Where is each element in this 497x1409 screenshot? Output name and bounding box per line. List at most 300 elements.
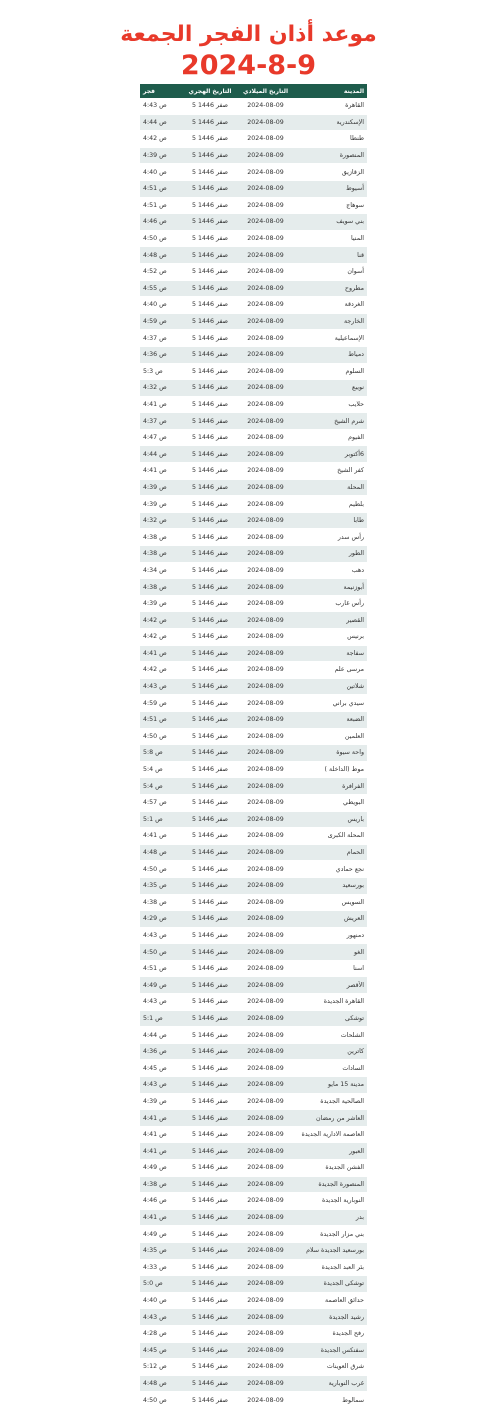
cell-hijri-date: 5 صفر 1446 <box>184 927 236 944</box>
cell-gregorian-date: 2024-08-09 <box>236 214 295 231</box>
cell-hijri-date: 5 صفر 1446 <box>184 413 236 430</box>
cell-fajr: 4:50 ص <box>140 944 184 961</box>
table-row <box>140 1309 367 1326</box>
cell-hijri-date: 5 صفر 1446 <box>184 728 236 745</box>
cell-hijri-date: 5 صفر 1446 <box>184 1292 236 1309</box>
cell-gregorian-date: 2024-08-09 <box>236 861 295 878</box>
cell-gregorian-date: 2024-08-09 <box>236 1226 295 1243</box>
cell-fajr: 4:55 ص <box>140 280 184 297</box>
cell-city: النوبارية الجديدة <box>295 1193 367 1210</box>
table-row <box>140 413 367 430</box>
cell-city: مطروح <box>295 280 367 297</box>
cell-fajr: 4:51 ص <box>140 711 184 728</box>
cell-hijri-date: 5 صفر 1446 <box>184 1276 236 1293</box>
cell-gregorian-date: 2024-08-09 <box>236 1259 295 1276</box>
cell-city: الغردقة <box>295 297 367 314</box>
cell-city: دمياط <box>295 346 367 363</box>
cell-city: غرب النوبارية <box>295 1375 367 1392</box>
table-row <box>140 844 367 861</box>
cell-city: بدر <box>295 1209 367 1226</box>
table-row <box>140 363 367 380</box>
cell-city: الغو <box>295 944 367 961</box>
cell-fajr: 5:3 ص <box>140 363 184 380</box>
cell-city: رشيد الجديدة <box>295 1309 367 1326</box>
cell-gregorian-date: 2024-08-09 <box>236 1309 295 1326</box>
cell-gregorian-date: 2024-08-09 <box>236 1325 295 1342</box>
table-row <box>140 745 367 762</box>
table-row <box>140 994 367 1011</box>
cell-fajr: 4:49 ص <box>140 977 184 994</box>
cell-fajr: 4:46 ص <box>140 214 184 231</box>
cell-gregorian-date: 2024-08-09 <box>236 778 295 795</box>
prayer-times-table <box>140 84 367 1409</box>
table-row <box>140 1209 367 1226</box>
cell-fajr: 4:50 ص <box>140 1392 184 1409</box>
cell-fajr: 4:51 ص <box>140 960 184 977</box>
cell-gregorian-date: 2024-08-09 <box>236 297 295 314</box>
cell-hijri-date: 5 صفر 1446 <box>184 297 236 314</box>
cell-gregorian-date: 2024-08-09 <box>236 877 295 894</box>
cell-city: البويطي <box>295 794 367 811</box>
cell-hijri-date: 5 صفر 1446 <box>184 645 236 662</box>
cell-city: 6أكتوبر <box>295 446 367 463</box>
cell-fajr: 5:8 ص <box>140 745 184 762</box>
cell-hijri-date: 5 صفر 1446 <box>184 1342 236 1359</box>
cell-gregorian-date: 2024-08-09 <box>236 230 295 247</box>
cell-gregorian-date: 2024-08-09 <box>236 711 295 728</box>
cell-fajr: 4:48 ص <box>140 247 184 264</box>
cell-gregorian-date: 2024-08-09 <box>236 1392 295 1409</box>
cell-gregorian-date: 2024-08-09 <box>236 413 295 430</box>
cell-gregorian-date: 2024-08-09 <box>236 1292 295 1309</box>
cell-city: السلوم <box>295 363 367 380</box>
cell-gregorian-date: 2024-08-09 <box>236 446 295 463</box>
cell-hijri-date: 5 صفر 1446 <box>184 828 236 845</box>
cell-gregorian-date: 2024-08-09 <box>236 1043 295 1060</box>
cell-city: بورسعيد <box>295 877 367 894</box>
cell-city: اسنا <box>295 960 367 977</box>
cell-fajr: 4:51 ص <box>140 197 184 214</box>
table-row <box>140 529 367 546</box>
cell-gregorian-date: 2024-08-09 <box>236 1077 295 1094</box>
table-row <box>140 811 367 828</box>
cell-fajr: 4:36 ص <box>140 1043 184 1060</box>
cell-fajr: 5:4 ص <box>140 761 184 778</box>
cell-fajr: 4:42 ص <box>140 662 184 679</box>
cell-fajr: 4:44 ص <box>140 114 184 131</box>
table-row <box>140 546 367 563</box>
cell-hijri-date: 5 صفر 1446 <box>184 529 236 546</box>
cell-fajr: 4:45 ص <box>140 1060 184 1077</box>
cell-fajr: 4:40 ص <box>140 297 184 314</box>
table-row <box>140 911 367 928</box>
cell-city: دمنهور <box>295 927 367 944</box>
table-row <box>140 711 367 728</box>
cell-hijri-date: 5 صفر 1446 <box>184 1143 236 1160</box>
cell-fajr: 4:43 ص <box>140 678 184 695</box>
table-row <box>140 1060 367 1077</box>
cell-fajr: 4:37 ص <box>140 330 184 347</box>
cell-fajr: 4:50 ص <box>140 861 184 878</box>
table-row <box>140 463 367 480</box>
cell-gregorian-date: 2024-08-09 <box>236 98 295 114</box>
cell-fajr: 4:46 ص <box>140 1193 184 1210</box>
table-row <box>140 1342 367 1359</box>
cell-hijri-date: 5 صفر 1446 <box>184 1309 236 1326</box>
cell-fajr: 4:32 ص <box>140 512 184 529</box>
cell-hijri-date: 5 صفر 1446 <box>184 1359 236 1376</box>
cell-city: بورسعيد الجديدة سلام <box>295 1242 367 1259</box>
cell-gregorian-date: 2024-08-09 <box>236 761 295 778</box>
table-row <box>140 1110 367 1127</box>
cell-city: مدينة 15 مايو <box>295 1077 367 1094</box>
page-date-title: 2024-8-9 <box>180 50 317 81</box>
cell-hijri-date: 5 صفر 1446 <box>184 1392 236 1409</box>
cell-fajr: 4:42 ص <box>140 629 184 646</box>
cell-gregorian-date: 2024-08-09 <box>236 994 295 1011</box>
cell-city: العاشر من رمضان <box>295 1110 367 1127</box>
cell-hijri-date: 5 صفر 1446 <box>184 811 236 828</box>
table-row <box>140 1392 367 1409</box>
cell-gregorian-date: 2024-08-09 <box>236 927 295 944</box>
cell-hijri-date: 5 صفر 1446 <box>184 595 236 612</box>
cell-city: سيدي براني <box>295 695 367 712</box>
cell-city: دهب <box>295 562 367 579</box>
cell-hijri-date: 5 صفر 1446 <box>184 695 236 712</box>
cell-hijri-date: 5 صفر 1446 <box>184 479 236 496</box>
cell-fajr: 4:41 ص <box>140 396 184 413</box>
cell-hijri-date: 5 صفر 1446 <box>184 994 236 1011</box>
cell-gregorian-date: 2024-08-09 <box>236 678 295 695</box>
table-row <box>140 380 367 397</box>
table-row <box>140 1126 367 1143</box>
cell-fajr: 4:41 ص <box>140 1126 184 1143</box>
table-row <box>140 794 367 811</box>
cell-city: شرق العوينات <box>295 1359 367 1376</box>
cell-city: كفر الشيخ <box>295 463 367 480</box>
table-row <box>140 396 367 413</box>
cell-gregorian-date: 2024-08-09 <box>236 479 295 496</box>
cell-gregorian-date: 2024-08-09 <box>236 629 295 646</box>
header-city: المدينة <box>295 84 367 98</box>
cell-gregorian-date: 2024-08-09 <box>236 645 295 662</box>
cell-hijri-date: 5 صفر 1446 <box>184 496 236 513</box>
cell-hijri-date: 5 صفر 1446 <box>184 429 236 446</box>
cell-fajr: 4:48 ص <box>140 844 184 861</box>
cell-gregorian-date: 2024-08-09 <box>236 911 295 928</box>
table-row <box>140 562 367 579</box>
cell-hijri-date: 5 صفر 1446 <box>184 1060 236 1077</box>
cell-city: المنيا <box>295 230 367 247</box>
cell-city: الصالحية الجديدة <box>295 1093 367 1110</box>
cell-gregorian-date: 2024-08-09 <box>236 894 295 911</box>
cell-fajr: 4:36 ص <box>140 346 184 363</box>
cell-gregorian-date: 2024-08-09 <box>236 1242 295 1259</box>
table-row <box>140 678 367 695</box>
table-row <box>140 147 367 164</box>
table-row <box>140 1143 367 1160</box>
cell-gregorian-date: 2024-08-09 <box>236 944 295 961</box>
cell-hijri-date: 5 صفر 1446 <box>184 180 236 197</box>
cell-city: الضبعة <box>295 711 367 728</box>
table-row <box>140 1093 367 1110</box>
cell-city: الإسماعيلية <box>295 330 367 347</box>
cell-hijri-date: 5 صفر 1446 <box>184 247 236 264</box>
table-row <box>140 1359 367 1376</box>
table-row <box>140 761 367 778</box>
cell-hijri-date: 5 صفر 1446 <box>184 844 236 861</box>
table-row <box>140 496 367 513</box>
table-row <box>140 877 367 894</box>
cell-hijri-date: 5 صفر 1446 <box>184 1375 236 1392</box>
table-row <box>140 695 367 712</box>
table-row <box>140 214 367 231</box>
cell-hijri-date: 5 صفر 1446 <box>184 546 236 563</box>
cell-fajr: 4:29 ص <box>140 911 184 928</box>
cell-gregorian-date: 2024-08-09 <box>236 131 295 148</box>
cell-city: رأس غارب <box>295 595 367 612</box>
table-row <box>140 429 367 446</box>
cell-city: باريس <box>295 811 367 828</box>
cell-fajr: 4:59 ص <box>140 695 184 712</box>
table-row <box>140 263 367 280</box>
cell-fajr: 4:42 ص <box>140 612 184 629</box>
cell-gregorian-date: 2024-08-09 <box>236 1060 295 1077</box>
cell-fajr: 4:35 ص <box>140 1242 184 1259</box>
cell-gregorian-date: 2024-08-09 <box>236 1176 295 1193</box>
cell-hijri-date: 5 صفر 1446 <box>184 313 236 330</box>
cell-fajr: 4:45 ص <box>140 1342 184 1359</box>
cell-city: الأقصر <box>295 977 367 994</box>
cell-fajr: 4:44 ص <box>140 1027 184 1044</box>
cell-city: المحلة الكبرى <box>295 828 367 845</box>
header-hijri-date: التاريخ الهجري <box>184 84 236 98</box>
cell-fajr: 4:48 ص <box>140 1375 184 1392</box>
cell-gregorian-date: 2024-08-09 <box>236 579 295 596</box>
cell-hijri-date: 5 صفر 1446 <box>184 562 236 579</box>
cell-fajr: 4:43 ص <box>140 1309 184 1326</box>
cell-gregorian-date: 2024-08-09 <box>236 363 295 380</box>
cell-hijri-date: 5 صفر 1446 <box>184 280 236 297</box>
table-row <box>140 579 367 596</box>
cell-city: أبوزنيمة <box>295 579 367 596</box>
table-row <box>140 1226 367 1243</box>
cell-city: طابا <box>295 512 367 529</box>
cell-city: كاترين <box>295 1043 367 1060</box>
cell-city: شرم الشيخ <box>295 413 367 430</box>
cell-city: موط (الداخلة ) <box>295 761 367 778</box>
cell-city: الزقازيق <box>295 164 367 181</box>
cell-hijri-date: 5 صفر 1446 <box>184 230 236 247</box>
table-row <box>140 612 367 629</box>
cell-fajr: 4:37 ص <box>140 413 184 430</box>
cell-gregorian-date: 2024-08-09 <box>236 695 295 712</box>
cell-fajr: 4:43 ص <box>140 927 184 944</box>
cell-fajr: 4:39 ص <box>140 595 184 612</box>
cell-gregorian-date: 2024-08-09 <box>236 280 295 297</box>
table-row <box>140 778 367 795</box>
cell-hijri-date: 5 صفر 1446 <box>184 761 236 778</box>
cell-fajr: 5:4 ص <box>140 778 184 795</box>
table-row <box>140 1176 367 1193</box>
cell-gregorian-date: 2024-08-09 <box>236 164 295 181</box>
table-header-row <box>140 84 367 98</box>
cell-fajr: 4:41 ص <box>140 828 184 845</box>
cell-city: القصير <box>295 612 367 629</box>
cell-fajr: 4:38 ص <box>140 1176 184 1193</box>
table-row <box>140 1043 367 1060</box>
cell-hijri-date: 5 صفر 1446 <box>184 1043 236 1060</box>
cell-gregorian-date: 2024-08-09 <box>236 546 295 563</box>
table-row <box>140 180 367 197</box>
table-row <box>140 313 367 330</box>
cell-fajr: 4:39 ص <box>140 1093 184 1110</box>
cell-fajr: 4:39 ص <box>140 479 184 496</box>
table-row <box>140 446 367 463</box>
cell-city: الطور <box>295 546 367 563</box>
cell-city: القاهرة <box>295 98 367 114</box>
cell-city: نويبع <box>295 380 367 397</box>
cell-city: سفاجة <box>295 645 367 662</box>
cell-city: سمالوط <box>295 1392 367 1409</box>
cell-fajr: 4:40 ص <box>140 1292 184 1309</box>
cell-city: نجع حمادي <box>295 861 367 878</box>
cell-hijri-date: 5 صفر 1446 <box>184 1093 236 1110</box>
cell-hijri-date: 5 صفر 1446 <box>184 711 236 728</box>
cell-fajr: 4:49 ص <box>140 1160 184 1177</box>
cell-gregorian-date: 2024-08-09 <box>236 728 295 745</box>
cell-gregorian-date: 2024-08-09 <box>236 960 295 977</box>
cell-hijri-date: 5 صفر 1446 <box>184 778 236 795</box>
cell-gregorian-date: 2024-08-09 <box>236 662 295 679</box>
cell-hijri-date: 5 صفر 1446 <box>184 960 236 977</box>
cell-hijri-date: 5 صفر 1446 <box>184 1209 236 1226</box>
table-row <box>140 1193 367 1210</box>
table-row <box>140 98 367 114</box>
header-fajr: فجر <box>140 84 184 98</box>
cell-fajr: 5:1 ص <box>140 811 184 828</box>
cell-gregorian-date: 2024-08-09 <box>236 180 295 197</box>
cell-hijri-date: 5 صفر 1446 <box>184 263 236 280</box>
table-row <box>140 629 367 646</box>
cell-city: حدائق العاصمة <box>295 1292 367 1309</box>
table-row <box>140 595 367 612</box>
cell-hijri-date: 5 صفر 1446 <box>184 463 236 480</box>
cell-gregorian-date: 2024-08-09 <box>236 562 295 579</box>
table-row <box>140 1325 367 1342</box>
cell-hijri-date: 5 صفر 1446 <box>184 1077 236 1094</box>
table-row <box>140 114 367 131</box>
cell-city: الإسكندرية <box>295 114 367 131</box>
cell-gregorian-date: 2024-08-09 <box>236 1010 295 1027</box>
cell-city: أسيوط <box>295 180 367 197</box>
cell-hijri-date: 5 صفر 1446 <box>184 512 236 529</box>
cell-gregorian-date: 2024-08-09 <box>236 496 295 513</box>
table-row <box>140 645 367 662</box>
cell-gregorian-date: 2024-08-09 <box>236 811 295 828</box>
header-gregorian-date: التاريخ الميلادي <box>236 84 295 98</box>
cell-fajr: 4:42 ص <box>140 131 184 148</box>
table-row <box>140 1077 367 1094</box>
cell-fajr: 5:0 ص <box>140 1276 184 1293</box>
cell-hijri-date: 5 صفر 1446 <box>184 396 236 413</box>
cell-fajr: 4:38 ص <box>140 894 184 911</box>
table-row <box>140 1242 367 1259</box>
table-row <box>140 1027 367 1044</box>
cell-fajr: 4:43 ص <box>140 994 184 1011</box>
cell-gregorian-date: 2024-08-09 <box>236 612 295 629</box>
cell-fajr: 4:52 ص <box>140 263 184 280</box>
cell-city: واحة سيوة <box>295 745 367 762</box>
table-row <box>140 512 367 529</box>
table-row <box>140 894 367 911</box>
cell-hijri-date: 5 صفر 1446 <box>184 794 236 811</box>
cell-city: طنطا <box>295 131 367 148</box>
cell-hijri-date: 5 صفر 1446 <box>184 1110 236 1127</box>
cell-hijri-date: 5 صفر 1446 <box>184 894 236 911</box>
cell-fajr: 4:35 ص <box>140 877 184 894</box>
cell-gregorian-date: 2024-08-09 <box>236 1359 295 1376</box>
cell-hijri-date: 5 صفر 1446 <box>184 1259 236 1276</box>
table-row <box>140 330 367 347</box>
cell-city: أسوان <box>295 263 367 280</box>
table-row <box>140 828 367 845</box>
cell-gregorian-date: 2024-08-09 <box>236 463 295 480</box>
cell-hijri-date: 5 صفر 1446 <box>184 977 236 994</box>
cell-fajr: 4:39 ص <box>140 496 184 513</box>
cell-gregorian-date: 2024-08-09 <box>236 147 295 164</box>
cell-gregorian-date: 2024-08-09 <box>236 330 295 347</box>
cell-city: الفيوم <box>295 429 367 446</box>
cell-fajr: 5:1 ص <box>140 1010 184 1027</box>
cell-fajr: 5:12 ص <box>140 1359 184 1376</box>
table-row <box>140 960 367 977</box>
cell-hijri-date: 5 صفر 1446 <box>184 1193 236 1210</box>
cell-city: السادات <box>295 1060 367 1077</box>
table-row <box>140 346 367 363</box>
cell-city: رأس سدر <box>295 529 367 546</box>
cell-gregorian-date: 2024-08-09 <box>236 1126 295 1143</box>
cell-city: توشكى الجديدة <box>295 1276 367 1293</box>
cell-gregorian-date: 2024-08-09 <box>236 828 295 845</box>
cell-hijri-date: 5 صفر 1446 <box>184 346 236 363</box>
page-title: موعد أذان الفجر الجمعة <box>120 22 377 47</box>
cell-gregorian-date: 2024-08-09 <box>236 1342 295 1359</box>
cell-hijri-date: 5 صفر 1446 <box>184 579 236 596</box>
cell-city: الشلحات <box>295 1027 367 1044</box>
cell-city: المحلة <box>295 479 367 496</box>
cell-hijri-date: 5 صفر 1446 <box>184 197 236 214</box>
cell-hijri-date: 5 صفر 1446 <box>184 629 236 646</box>
cell-fajr: 4:28 ص <box>140 1325 184 1342</box>
cell-gregorian-date: 2024-08-09 <box>236 529 295 546</box>
cell-fajr: 4:51 ص <box>140 180 184 197</box>
table-row <box>140 479 367 496</box>
table-row <box>140 164 367 181</box>
cell-gregorian-date: 2024-08-09 <box>236 1193 295 1210</box>
cell-hijri-date: 5 صفر 1446 <box>184 330 236 347</box>
cell-city: توشكى <box>295 1010 367 1027</box>
cell-hijri-date: 5 صفر 1446 <box>184 1242 236 1259</box>
cell-fajr: 4:47 ص <box>140 429 184 446</box>
cell-hijri-date: 5 صفر 1446 <box>184 363 236 380</box>
cell-city: المنصورة الجديدة <box>295 1176 367 1193</box>
table-row <box>140 662 367 679</box>
cell-city: الفرافرة <box>295 778 367 795</box>
cell-gregorian-date: 2024-08-09 <box>236 745 295 762</box>
cell-hijri-date: 5 صفر 1446 <box>184 1027 236 1044</box>
cell-fajr: 4:41 ص <box>140 1209 184 1226</box>
